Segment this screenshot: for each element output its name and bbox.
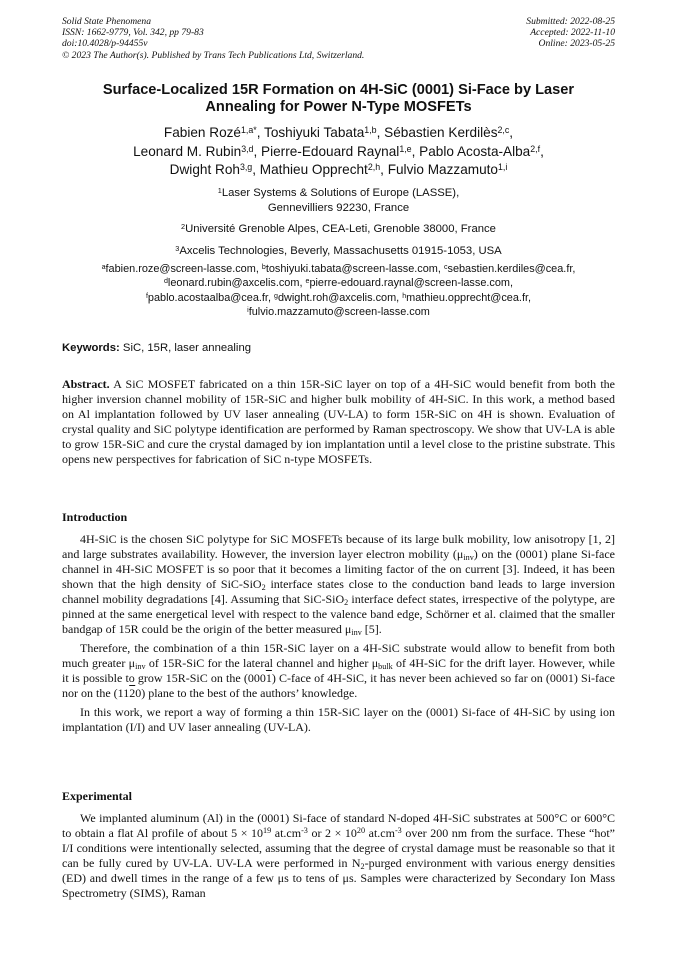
email-link[interactable]: toshiyuki.tabata@screen-lasse.com: [265, 263, 438, 275]
keywords: [62, 342, 251, 354]
section-heading-experimental: Experimental: [62, 789, 132, 803]
affiliation-2: $^2$Université Grenoble Alpes, CEA-Leti, Grenoble 38000, France: [181, 221, 496, 235]
author: Fulvio Mazzamuto: [387, 162, 498, 178]
keywords-label: Keywords:: [62, 342, 120, 354]
author: Dwight Roh: [169, 162, 240, 178]
author-list: Fabien Rozé$^{1,a*}$, Toshiyuki Tabata$^{1,b}$, Sébastien Kerdilès$^{2,c}$, Leonard M. Rubin$^{3,d}$, Pierre-Edouard Raynal$^{1,e}$, Pablo Acosta-Alba$^{2,f}$, Dwight Roh$^{3,g}$, Mathieu Opprecht$^{2,h}$, Fulvio Mazzamuto$^{1,i}$: [133, 125, 544, 178]
author: Mathieu Opprecht: [259, 162, 368, 178]
header-right: [526, 16, 615, 50]
email-link[interactable]: leonard.rubin@axcelis.com: [167, 277, 300, 290]
issn: ISSN: 1662-9779, Vol. 342, pp 79-83: [62, 27, 204, 39]
copyright: © 2023 The Author(s). Published by Trans Tech Publications Ltd, Switzerland.: [62, 49, 365, 61]
author: Pierre-Edouard Raynal: [261, 143, 400, 159]
author: Pablo Acosta-Alba: [419, 143, 531, 159]
paragraph: We implanted aluminum (Al) in the (0001) Si-face of standard N-doped 4H-SiC substrates at 500°C or 600°C to obtain a flat Al profile of about $5 \times 10^{19}$ $at.cm^{-3}$ or $2 \times 10^{20}$ $at.cm^{-3}$ over 200 nm from the surface. These “hot” I/I conditions were intentionally selected, assuming that the degree of crystal damage must be reasonable so that it can be fully cured by UV-LA. UV-LA were performed in $N_2$-purged environment with various energy densities (ED) and dwell times in the range of a few μs to tens of μs. Samples were characterized by Secondary Ion Mass Spectrometry (SIMS), Raman: [62, 811, 615, 900]
email-link[interactable]: fulvio.mazzamuto@screen-lasse.com: [248, 306, 430, 319]
journal-name: Solid State Phenomena: [62, 16, 151, 27]
keywords-text: SiC, 15R, laser annealing: [122, 342, 252, 354]
abstract-text: A SiC MOSFET fabricated on a thin 15R-SiC layer on top of a 4H-SiC would benefit from both the higher inversion channel mobility of 15R-SiC and higher bulk mobility of 4H-SiC. In this work, a method based on Al implantation followed by UV laser annealing (UV-LA) to form 15R-SiC on 4H is shown. Evaluation of crystal quality and SiC polytype identification are performed by Raman spectroscopy. We show that UV-LA is able to grow 15R-SiC and cure the crystal damaged by ion implantation until a level close to the pristine substrate. This opens new perspectives for fabrication of SiC n-type MOSFETs.: [62, 377, 616, 466]
email-link[interactable]: dwight.roh@axcelis.com: [277, 291, 397, 304]
paper-title: Surface-Localized 15R Formation on 4H-SiC (0001) Si-Face by Laser Annealing for Power N-Type MOSFETs: [102, 82, 575, 115]
email-link[interactable]: sebastien.kerdiles@cea.fr: [447, 263, 573, 275]
introduction-body: [62, 532, 615, 735]
paragraph: 4H-SiC is the chosen SiC polytype for SiC MOSFETs because of its large bulk mobility, low anisotropy [1, 2] and large substrates availability. However, the inversion layer electron mobility $(\mu_{inv})$ on the (0001) plane Si-face channel in 4H-SiC MOSFET is so poor that it becomes a limiting factor of the on current [3]. Indeed, it has been shown that the high density of SiC-SiO$_2$ interface states close to the conduction band leads to large inversion channel mobility degradations [4]. Assuming that SiC-SiO$_2$ interface defect states, irrespective of the polytype, are pinned at the same energetical level with respect to the valence band edge, Schörner et al. claimed that the smaller bandgap of 15R could be the origin of the better measured $\mu_{inv}$ [5].: [62, 532, 615, 638]
submitted-date: Submitted: 2022-08-25: [526, 16, 615, 27]
paragraph: Therefore, the combination of a thin 15R-SiC layer on a 4H-SiC substrate would allow to benefit from both much greater $\mu_{inv}$ of 15R-SiC for the lateral channel and higher $\mu_{bulk}$ of 4H-SiC for the drift layer. However, while it is possible to grow 15R-SiC on the (0001) C-face of 4H-SiC, it has never been achieved so far on (0001) Si-face nor on the (1120) plane to the best of the authors’ knowledge.: [62, 641, 616, 700]
email-link[interactable]: mathieu.opprecht@cea.fr: [406, 291, 529, 304]
header-left: [62, 16, 364, 61]
paragraph: In this work, we report a way of forming a thin 15R-SiC layer on the (0001) Si-face of 4H-SiC by using ion implantation (I/I) and UV laser annealing (UV-LA).: [62, 705, 615, 734]
email-link[interactable]: pablo.acostaalba@cea.fr: [147, 291, 268, 304]
author: Sébastien Kerdilès: [384, 125, 498, 140]
experimental-body: [62, 811, 615, 901]
author: Toshiyuki Tabata: [264, 125, 365, 140]
email-link[interactable]: fabien.roze@screen-lasse.com: [105, 263, 256, 275]
section-heading-introduction: Introduction: [62, 510, 128, 524]
online-date: Online: 2023-05-25: [538, 38, 615, 50]
accepted-date: Accepted: 2022-11-10: [530, 27, 615, 39]
abstract-label: Abstract.: [62, 377, 110, 391]
email-link[interactable]: pierre-edouard.raynal@screen-lasse.com: [309, 277, 510, 290]
abstract: [62, 377, 615, 467]
doi: doi:10.4028/p-94455v: [62, 38, 148, 50]
author: Fabien Rozé: [163, 125, 241, 140]
affiliation-3: $^3$Axcelis Technologies, Beverly, Massachusetts 01915-1053, USA: [175, 243, 502, 257]
affiliation-1: $^1$Laser Systems & Solutions of Europe (LASSE), Gennevilliers 92230, France: [217, 185, 460, 214]
author: Leonard M. Rubin: [133, 143, 242, 159]
email-list: $^a$fabien.roze@screen-lasse.com, $^b$toshiyuki.tabata@screen-lasse.com, $^c$sebastien.kerdiles@cea.fr, $^d$leonard.rubin@axcelis.com, $^e$pierre-edouard.raynal@screen-lasse.com, $^f$pablo.acostaalba@cea.fr, $^g$dwight.roh@axcelis.com, $^h$mathieu.opprecht@cea.fr, $^i$fulvio.mazzamuto@screen-lasse.com: [101, 262, 576, 319]
